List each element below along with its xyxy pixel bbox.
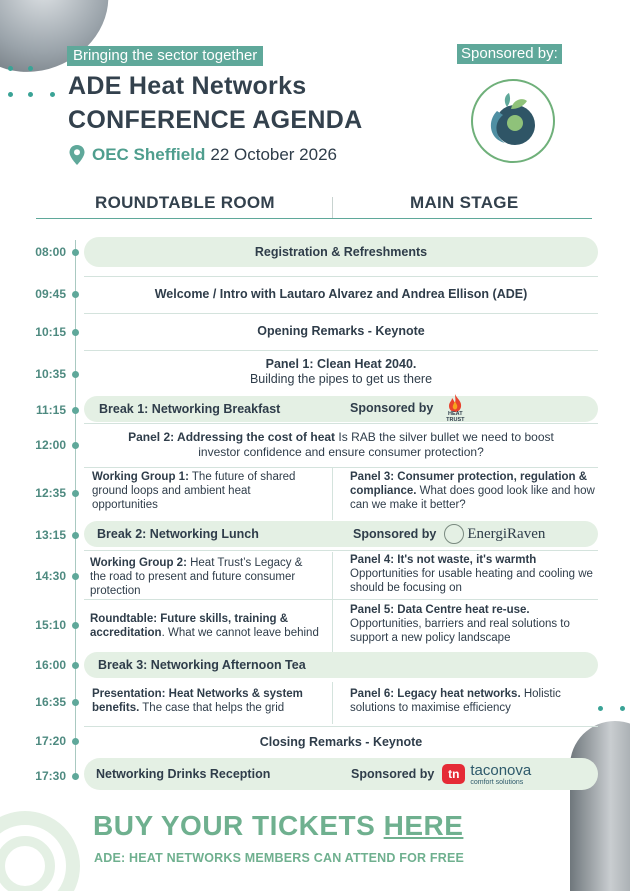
session-title: Panel 3: Consumer protection, regulation & compliance. <box>350 471 588 497</box>
session-title: Working Group 2: <box>90 557 187 569</box>
session-title: Working Group 1: <box>92 471 189 483</box>
timeline-dot <box>72 291 79 298</box>
time-label: 08:00 <box>35 245 66 259</box>
taconova-tagline: comfort solutions <box>470 778 524 786</box>
session-text: The case that helps the grid <box>139 702 285 714</box>
session-text: . What we cannot leave behind <box>161 627 319 639</box>
break-sponsor <box>351 758 531 790</box>
session-text: Opportunities, barriers and real solutions to support a new policy landscape <box>350 618 570 644</box>
time-label: 17:30 <box>35 769 66 783</box>
heat-trust-logo <box>443 393 467 423</box>
taconova-mark-icon: tn <box>442 764 465 784</box>
session-title: Panel 5: Data Centre heat re-use. <box>350 604 530 616</box>
timeline-dot <box>72 371 79 378</box>
row-separator <box>84 276 598 277</box>
timeline-dot <box>72 699 79 706</box>
timeline-dot <box>72 738 79 745</box>
panel-description: Building the pipes to get us there <box>249 372 433 386</box>
column-header-roundtable: ROUNDTABLE ROOM <box>95 193 275 212</box>
raven-ring-icon <box>444 524 464 544</box>
break-title: Networking Drinks Reception <box>96 767 271 781</box>
sponsored-by-text: Sponsored by <box>350 401 434 415</box>
agenda-item-registration <box>84 237 598 267</box>
roundtable-session <box>90 556 320 598</box>
buy-tickets-link[interactable]: HERE <box>383 810 464 841</box>
decorative-dot <box>8 66 13 71</box>
agenda-text: Closing Remarks - Keynote <box>259 735 423 749</box>
panel-text: Is RAB the silver bullet we need to boost investor confidence and ensure consumer protection? <box>198 430 554 459</box>
sponsored-by-label: Sponsored by: <box>457 44 562 64</box>
decorative-dot <box>8 92 13 97</box>
row-separator <box>84 423 598 424</box>
main-stage-session <box>350 470 598 512</box>
time-label: 15:10 <box>35 618 66 632</box>
header-rule <box>36 218 592 219</box>
timeline-dot <box>72 662 79 669</box>
agenda-item-panel-1 <box>84 352 598 394</box>
taconova-logo-text: taconova <box>470 761 532 779</box>
decorative-dot <box>598 706 603 711</box>
roundtable-session <box>92 687 332 715</box>
event-date: 22 October 2026 <box>210 145 338 164</box>
agenda-item-welcome <box>84 278 598 310</box>
session-text: What does good look like and how can we make it better? <box>350 485 595 511</box>
page-subtitle: CONFERENCE AGENDA <box>68 106 363 134</box>
column-divider <box>332 197 333 219</box>
location-pin-icon <box>68 144 86 166</box>
session-title: Roundtable: Future skills, training & accreditation <box>90 613 289 639</box>
break-title: Break 3: Networking Afternoon Tea <box>98 658 306 672</box>
sponsor-leaf-icon <box>473 81 553 161</box>
page-title: ADE Heat Networks <box>68 72 307 100</box>
agenda-item-closing-remarks <box>84 728 598 756</box>
time-label: 16:35 <box>35 695 66 709</box>
break-sponsor <box>350 390 467 426</box>
column-divider <box>332 468 333 520</box>
sponsor-logo <box>471 79 555 163</box>
sponsored-by-text: Sponsored by <box>351 767 435 781</box>
row-separator <box>84 313 598 314</box>
timeline-dot <box>72 329 79 336</box>
location-line <box>68 144 337 166</box>
timeline-dot <box>72 573 79 580</box>
agenda-item-break-3 <box>84 652 598 678</box>
roundtable-session <box>90 612 340 640</box>
main-stage-session <box>350 687 598 715</box>
time-label: 12:00 <box>35 438 66 452</box>
break-title: Break 1: Networking Breakfast <box>99 402 281 416</box>
time-label: 13:15 <box>35 528 66 542</box>
time-label: 10:35 <box>35 367 66 381</box>
agenda-item-panel-2 <box>84 425 598 467</box>
session-title: Panel 6: Legacy heat networks. <box>350 688 521 700</box>
taconova-logo <box>442 763 531 786</box>
time-label: 11:15 <box>35 403 66 417</box>
timeline-dot <box>72 773 79 780</box>
timeline-dot <box>72 407 79 414</box>
panel-description <box>84 430 598 460</box>
agenda-item-drinks-reception <box>84 758 598 790</box>
time-label: 17:20 <box>35 734 66 748</box>
row-separator <box>84 726 598 727</box>
agenda-item-opening-remarks <box>84 316 598 348</box>
main-stage-session <box>350 603 600 645</box>
members-note: ADE: HEAT NETWORKS MEMBERS CAN ATTEND FOR FREE <box>94 851 465 865</box>
timeline-dot <box>72 442 79 449</box>
column-header-main-stage: MAIN STAGE <box>410 193 519 212</box>
agenda-text: Welcome / Intro with Lautaro Alvarez and Andrea Ellison (ADE) <box>154 287 528 301</box>
heat-trust-logo-text: HEAT TRUST <box>446 411 465 423</box>
panel-title: Panel 2: Addressing the cost of heat <box>128 430 336 444</box>
buy-tickets-heading <box>93 810 463 842</box>
session-text: Heat Trust’s Legacy & the road to present and future consumer protection <box>90 557 303 597</box>
session-text: The future of shared ground loops and ambient heat opportunities <box>92 471 296 511</box>
main-stage-session <box>350 553 600 595</box>
timeline-dot <box>72 249 79 256</box>
energiraven-logo <box>444 524 545 544</box>
session-title: Panel 4: It's not waste, it's warmth <box>350 554 537 566</box>
column-divider <box>332 682 333 724</box>
row-separator <box>84 550 598 551</box>
timeline-dot <box>72 490 79 497</box>
break-title: Break 2: Networking Lunch <box>97 527 259 541</box>
timeline-dot <box>72 532 79 539</box>
row-separator <box>84 350 598 351</box>
panel-title: Panel 1: Clean Heat 2040. <box>265 357 417 371</box>
session-title: Presentation: Heat Networks & system benefits. <box>92 688 303 714</box>
time-label: 16:00 <box>35 658 66 672</box>
roundtable-session <box>92 470 317 512</box>
agenda-text: Registration & Refreshments <box>254 245 428 259</box>
decorative-dot <box>620 706 625 711</box>
decorative-dot <box>50 92 55 97</box>
decorative-dot <box>28 66 33 71</box>
time-label: 10:15 <box>35 325 66 339</box>
row-separator <box>84 467 598 468</box>
break-sponsor <box>353 521 545 547</box>
tagline: Bringing the sector together <box>67 46 263 66</box>
session-text: Holistic solutions to maximise efficiency <box>350 688 561 714</box>
venue: OEC Sheffield <box>92 145 206 164</box>
agenda-text: Opening Remarks - Keynote <box>257 324 425 338</box>
buy-tickets-text: BUY YOUR TICKETS <box>93 810 384 841</box>
timeline-dot <box>72 622 79 629</box>
energiraven-logo-text: EnergiRaven <box>467 525 546 542</box>
agenda-item-break-1 <box>84 396 598 422</box>
session-text: Opportunities for usable heating and cooling we should be focusing on <box>350 568 593 594</box>
sponsored-by-text: Sponsored by <box>353 527 437 541</box>
time-label: 14:30 <box>35 569 66 583</box>
time-label: 09:45 <box>35 287 66 301</box>
row-separator <box>84 599 598 600</box>
decorative-dot <box>28 92 33 97</box>
agenda-item-break-2 <box>84 521 598 547</box>
time-label: 12:35 <box>35 486 66 500</box>
